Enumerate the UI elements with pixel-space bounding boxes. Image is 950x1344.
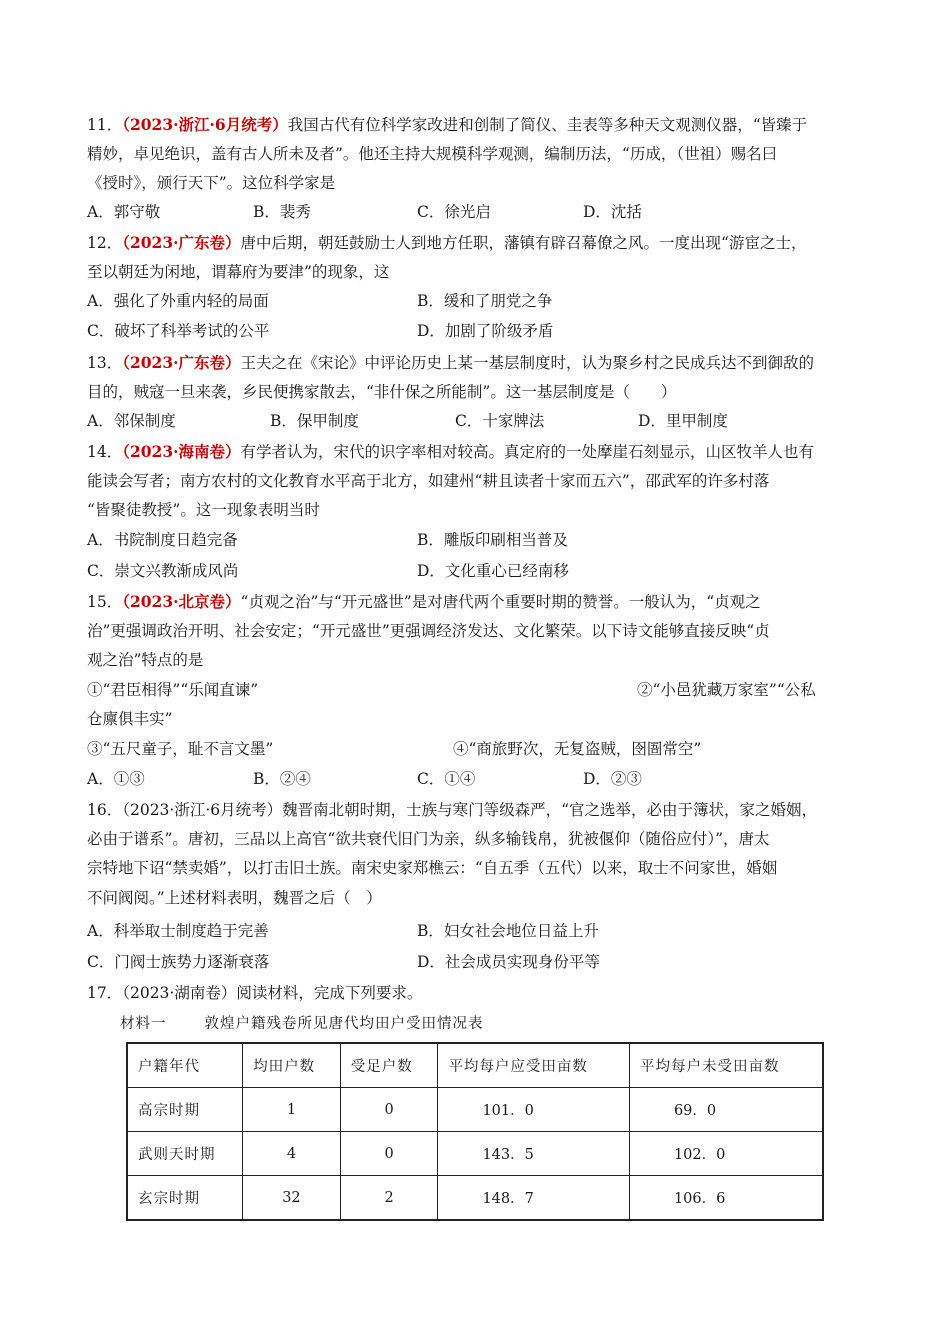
q15-line-3: 观之治”特点的是 — [87, 651, 204, 669]
q12-line-1 — [87, 233, 867, 253]
q15-item-1: ①“君臣相得”“乐闻直谏” — [87, 681, 259, 699]
q11-option-d[interactable]: D．沈括 — [583, 203, 642, 221]
q15-source: （2023·北京卷） — [122, 592, 241, 611]
q14-option-d[interactable]: D．文化重心已经南移 — [417, 562, 569, 580]
q11-source: （2023·浙江·6月统考） — [122, 115, 288, 134]
q16-option-a[interactable]: A．科举取士制度趋于完善 — [87, 922, 269, 940]
q14-line-1 — [87, 442, 867, 462]
q11-option-b[interactable]: B．裴秀 — [253, 203, 311, 221]
table-cell: 0 — [340, 1132, 438, 1176]
header-cell: 受足户数 — [340, 1043, 438, 1088]
q12-line-2: 至以朝廷为闲地，谓幕府为要津”的现象，这 — [87, 263, 390, 281]
table-cell: 2 — [340, 1176, 438, 1221]
table-cell: 102．0 — [629, 1132, 823, 1176]
table-cell: 1 — [243, 1088, 341, 1132]
q15-text-1: “贞观之治”与“开元盛世”是对唐代两个重要时期的赞誉。一般认为，“贞观之 — [240, 593, 761, 611]
q15-item-3: ③“五尺童子，耻不言文墨” — [87, 740, 274, 758]
q14-text-1: 有学者认为，宋代的识字率相对较高。真定府的一处摩崖石刻显示，山区牧羊人也有 — [240, 443, 815, 461]
q13-line-2: 目的，贼寇一旦来袭，乡民便携家散去，“非什保之所能制”。这一基层制度是（ ） — [87, 383, 677, 401]
table-cell: 玄宗时期 — [127, 1176, 243, 1221]
table-row — [127, 1132, 823, 1176]
q11-option-a[interactable]: A．郭守敬 — [87, 203, 161, 221]
q11-text-1: 我国古代有位科学家改进和创制了简仪、圭表等多种天文观测仪器，“皆臻于 — [287, 116, 808, 134]
q16-option-c[interactable]: C．门阀士族势力逐渐衰落 — [87, 953, 270, 971]
q15-item-2-cont: 仓廪俱丰实” — [87, 710, 173, 728]
table-row — [127, 1088, 823, 1132]
q12-option-c[interactable]: C．破坏了科举考试的公平 — [87, 322, 270, 340]
table-cell: 69．0 — [629, 1088, 823, 1132]
q11-line-2: 精妙，卓见绝识，盖有古人所未及者”。他还主持大规模科学观测，编制历法，“历成，（世祖）赐名曰 — [87, 145, 778, 163]
q16-line-4: 不问阀阅。”上述材料表明，魏晋之后（ ） — [87, 889, 382, 907]
q12-option-b[interactable]: B．缓和了朋党之争 — [417, 292, 553, 310]
table-cell: 4 — [243, 1132, 341, 1176]
q12-option-a[interactable]: A．强化了外重内轻的局面 — [87, 292, 269, 310]
q15-option-a[interactable]: A．①③ — [87, 770, 145, 788]
table-cell: 106．6 — [629, 1176, 823, 1221]
q14-line-3: “皆聚徒教授”。这一现象表明当时 — [87, 501, 320, 519]
q16-line-1: 16．（2023·浙江·6月统考）魏晋南北朝时期，士族与寒门等级森严，“官之选举，必由于簿状，家之婚姻， — [87, 801, 818, 819]
q14-source: （2023·海南卷） — [122, 442, 241, 461]
q13-source: （2023·广东卷） — [122, 353, 241, 372]
q15-line-2: 治”更强调政治开明、社会安定；“开元盛世”更强调经济发达、文化繁荣。以下诗文能够直接反映“贞 — [87, 622, 770, 640]
header-cell: 户籍年代 — [127, 1043, 243, 1088]
q16-option-b[interactable]: B．妇女社会地位日益上升 — [417, 922, 599, 940]
q15-item-2: ②“小邑犹藏万家室”“公私 — [637, 681, 816, 699]
material-label: 材料一 — [120, 1016, 167, 1032]
table-cell: 148．7 — [438, 1176, 630, 1221]
header-cell: 平均每户应受田亩数 — [438, 1043, 630, 1088]
q14-option-c[interactable]: C．崇文兴教渐成风尚 — [87, 562, 239, 580]
q15-option-b[interactable]: B．②④ — [253, 770, 311, 788]
table-title: 敦煌户籍残卷所见唐代均田户受田情况表 — [204, 1016, 484, 1032]
q12-text-1: 唐中后期，朝廷鼓励士人到地方任职，藩镇有辟召幕僚之风。一度出现“游宦之士， — [240, 234, 807, 252]
q15-item-4: ④“商旅野次，无复盗贼，囹圄常空” — [453, 740, 702, 758]
q13-option-a[interactable]: A．邻保制度 — [87, 412, 176, 430]
q15-number: 15． — [87, 593, 123, 611]
table-cell: 32 — [243, 1176, 341, 1221]
table-cell: 101．0 — [438, 1088, 630, 1132]
table-caption — [120, 1014, 484, 1034]
land-allocation-table — [126, 1042, 824, 1221]
q13-option-c[interactable]: C．十家牌法 — [455, 412, 545, 430]
table-cell: 0 — [340, 1088, 438, 1132]
q13-number: 13． — [87, 354, 123, 372]
q15-option-d[interactable]: D．②③ — [583, 770, 642, 788]
q13-line-1 — [87, 353, 867, 373]
table-cell: 武则天时期 — [127, 1132, 243, 1176]
q16-line-2: 必由于谱系”。唐初，三品以上高官“欲共衰代旧门为亲，纵多输钱帛，犹被偃仰（随俗应付）”，唐太 — [87, 830, 770, 848]
q17-line-1: 17．（2023·湖南卷）阅读材料，完成下列要求。 — [87, 984, 423, 1002]
q13-option-d[interactable]: D．里甲制度 — [638, 412, 728, 430]
header-cell: 平均每户未受田亩数 — [629, 1043, 823, 1088]
q11-line-3: 《授时》，颁行天下”。这位科学家是 — [87, 174, 336, 192]
q12-number: 12． — [87, 234, 123, 252]
q14-line-2: 能读会写者；南方农村的文化教育水平高于北方，如建州“耕且读者十家而五六”，邵武军的许多村落 — [87, 472, 770, 490]
table-header-row — [127, 1043, 823, 1088]
header-cell: 均田户数 — [243, 1043, 341, 1088]
q16-line-3: 宗特地下诏“禁卖婚”，以打击旧士族。南宋史家郑樵云：“自五季（五代）以来，取士不问家世，婚姻 — [87, 859, 778, 877]
q12-source: （2023·广东卷） — [122, 233, 241, 252]
q14-number: 14． — [87, 443, 123, 461]
q12-option-d[interactable]: D．加剧了阶级矛盾 — [417, 322, 554, 340]
q13-text-1: 王夫之在《宋论》中评论历史上某一基层制度时，认为聚乡村之民成兵达不到御敌的 — [240, 354, 815, 372]
q11-option-c[interactable]: C．徐光启 — [417, 203, 491, 221]
table-row — [127, 1176, 823, 1221]
table-cell: 143．5 — [438, 1132, 630, 1176]
table-cell: 高宗时期 — [127, 1088, 243, 1132]
q16-option-d[interactable]: D．社会成员实现身份平等 — [417, 953, 600, 971]
q15-line-1 — [87, 592, 867, 612]
q13-option-b[interactable]: B．保甲制度 — [270, 412, 359, 430]
q11-line-1 — [87, 115, 867, 135]
q14-option-a[interactable]: A．书院制度日趋完备 — [87, 531, 238, 549]
q15-option-c[interactable]: C．①④ — [417, 770, 476, 788]
q11-number: 11． — [87, 116, 123, 134]
q14-option-b[interactable]: B．雕版印刷相当普及 — [417, 531, 568, 549]
